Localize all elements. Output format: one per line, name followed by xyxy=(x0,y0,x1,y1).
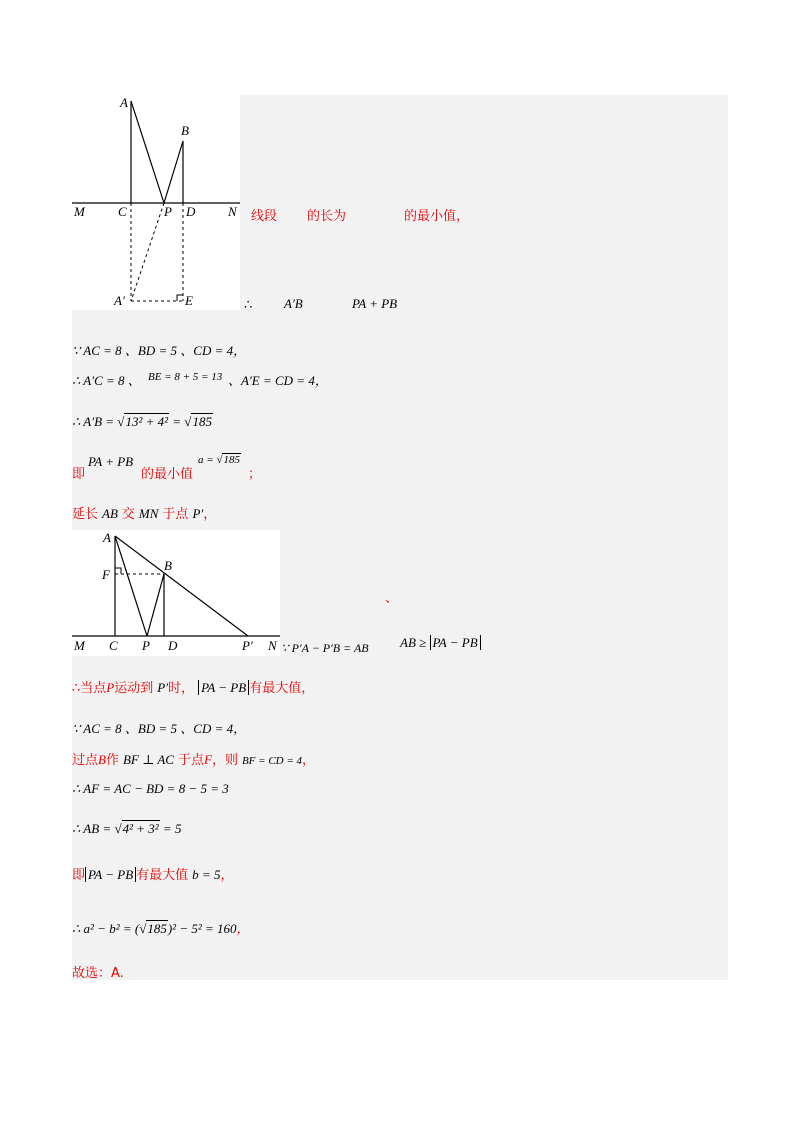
a-sqrt-185: 185 xyxy=(223,454,240,466)
fig2-label-A: A xyxy=(103,530,111,545)
ji-prefix: 即 xyxy=(72,467,86,482)
fig2-label-P: P xyxy=(142,638,150,653)
given-values-2: ∵ AC = 8 、BD = 5 、CD = 4， xyxy=(72,721,247,736)
fig1-label-A-prime: A′ xyxy=(114,293,125,308)
abs-pa-pb-2: PA − PB xyxy=(198,680,249,695)
answer-choice: 故选：A. xyxy=(72,966,124,981)
fig1-label-M: M xyxy=(74,204,85,219)
fig1-label-A: A xyxy=(120,95,128,110)
a-value: a = √185 xyxy=(198,454,240,466)
p-prime-label: P′ xyxy=(192,506,204,521)
sqrt-13-4: 13² + 4² xyxy=(125,414,169,429)
fig1-label-B: B xyxy=(181,123,189,138)
figure-2 xyxy=(72,530,280,656)
max-value-line xyxy=(72,864,233,884)
dun-mark: 、 xyxy=(385,591,399,606)
comma-4: ， xyxy=(236,922,250,937)
b-equals-5: b = 5 xyxy=(192,867,221,882)
equals-five: = 5 xyxy=(159,821,182,836)
be-calc: BE = 8 + 5 = 13 xyxy=(148,371,223,383)
fig1-label-D: D xyxy=(186,204,196,219)
has-max-value-label: 有最大值 xyxy=(136,868,189,883)
abs-pa-pb-1: PA − PB xyxy=(430,635,481,650)
a-prime-e-line: 、A′E = CD = 4， xyxy=(228,373,328,388)
a-prime-b-label: ∴ A′B = xyxy=(72,414,118,429)
fig2-label-M: M xyxy=(74,638,85,653)
line-min-value: 的最小值， xyxy=(404,209,470,224)
point-p-prime: P′ xyxy=(157,680,169,695)
line-length-of: 的长为 xyxy=(307,209,347,224)
given-values-1: ∵ AC = 8 、BD = 5 、CD = 4， xyxy=(72,343,247,358)
equals-sign: = xyxy=(169,414,185,429)
fig2-label-D: D xyxy=(168,638,178,653)
bf-perp-ac: BF ⊥ AC xyxy=(122,752,174,767)
ab-inequality xyxy=(400,635,481,651)
sqrt-185: 185 xyxy=(192,414,212,429)
pa-plus-pb: PA + PB xyxy=(352,296,398,311)
perpendicular-line xyxy=(72,749,315,769)
comma: ， xyxy=(203,507,217,522)
at-point-label: 于点 xyxy=(162,507,189,522)
when-point-label: ∴当点 xyxy=(72,681,107,696)
point-b: B xyxy=(98,752,106,767)
fig2-label-F: F xyxy=(102,567,110,582)
bf-eq-cd: BF = CD = 4 xyxy=(241,755,303,767)
ab-calc: ∴ AB = √4² + 3² = 5 xyxy=(72,821,182,836)
extend-ab-line xyxy=(72,503,216,523)
final-calc: ∴ a² − b² = (√185)² − 5² = 160， xyxy=(72,921,250,937)
fig2-label-N: N xyxy=(268,638,277,653)
figure-2-diagram xyxy=(72,530,280,656)
extend-label: 延长 xyxy=(72,507,99,522)
line-segment-prefix: 线段 xyxy=(251,209,278,224)
abs-pa-pb-3: PA − PB xyxy=(85,867,136,882)
fig1-label-C: C xyxy=(118,204,127,219)
p-prime-diff: ∵ P′A − P′B = AB xyxy=(281,641,369,655)
ji-prefix-2: 即 xyxy=(72,868,86,883)
comma-2: ， xyxy=(302,753,316,768)
sqrt-4-3: 4² + 3² xyxy=(122,821,159,836)
max-condition-line xyxy=(72,677,314,697)
fig1-label-P: P xyxy=(164,204,172,219)
a-prime-c-line-1: ∴ A′C = 8 、 xyxy=(72,373,141,388)
foot-label: 于点 xyxy=(177,753,204,768)
comma-3: ， xyxy=(220,868,234,883)
point-p: P xyxy=(106,680,115,695)
a-prime-b: A′B xyxy=(284,296,303,311)
mn-label: MN xyxy=(138,506,159,521)
moves-to-label: 运动到 xyxy=(114,681,154,696)
when-label: 时， xyxy=(168,681,195,696)
point-f: F xyxy=(203,752,212,767)
figure-1 xyxy=(72,95,240,310)
pa-plus-pb-2: PA + PB xyxy=(88,454,134,469)
a2-b2-prefix: ∴ a² − b² = ( xyxy=(72,921,140,936)
af-calc: ∴ AF = AC − BD = 8 − 5 = 3 xyxy=(72,781,229,796)
ab-equals: ∴ AB = xyxy=(72,821,115,836)
draw-label: 作 xyxy=(105,753,119,768)
a-equals: a = xyxy=(198,454,217,466)
fig1-label-N: N xyxy=(228,204,237,219)
intersect-label: 交 xyxy=(121,507,135,522)
semicolon: ； xyxy=(248,467,262,482)
fig2-label-P-prime: P′ xyxy=(242,638,253,653)
then-label: ，则 xyxy=(211,753,238,768)
ab-geq: AB ≥ xyxy=(400,635,430,650)
a-prime-b-result: ∴ A′B = √13² + 4² = √185 xyxy=(72,414,212,429)
fig2-label-C: C xyxy=(109,638,118,653)
final-result: )² − 5² = 160 xyxy=(167,921,237,936)
through-point-label: 过点 xyxy=(72,753,99,768)
figure-1-diagram xyxy=(72,95,240,310)
min-value-label: 的最小值 xyxy=(141,467,194,482)
ab-label: AB xyxy=(102,506,118,521)
therefore-symbol: ∴ xyxy=(244,297,253,312)
fig1-label-E: E xyxy=(185,293,193,308)
has-max-label: 有最大值， xyxy=(249,681,315,696)
fig2-label-B: B xyxy=(164,558,172,573)
final-sqrt-185: 185 xyxy=(147,921,167,936)
